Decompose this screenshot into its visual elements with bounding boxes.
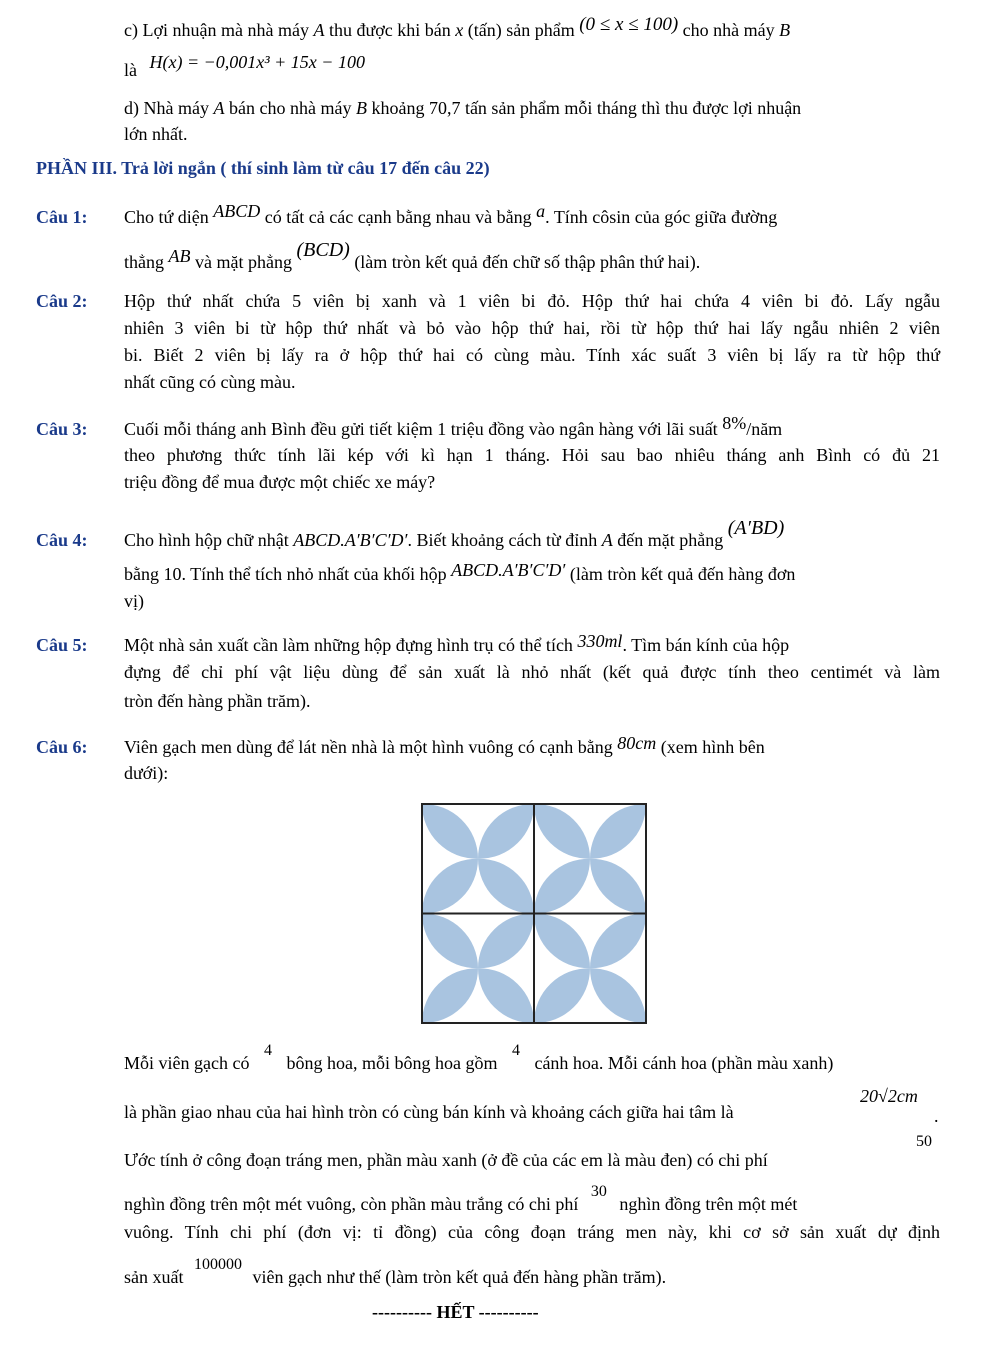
text: viên gạch như thế (làm tròn kết quả đến hàng phần trăm). (252, 1267, 667, 1287)
petal (534, 859, 590, 914)
question-4-line2 (124, 562, 795, 586)
text: (làm tròn kết quả đến chữ số thập phân thứ hai). (354, 252, 701, 272)
math-distance: 20√2cm (860, 1086, 918, 1106)
question-6-para-line3 (124, 1148, 768, 1172)
text: bông hoa, mỗi bông hoa gồm (286, 1053, 498, 1073)
petal (422, 913, 478, 968)
question-3-label: Câu 3: (36, 419, 88, 439)
text: có tất cả các cạnh bằng nhau và bằng (264, 207, 532, 227)
text: (làm tròn kết quả đến hàng đơn (569, 564, 796, 584)
question-2-label: Câu 2: (36, 291, 88, 311)
question-6-label: Câu 6: (36, 737, 88, 757)
math-volume: 330ml (577, 631, 623, 651)
math-A: A (601, 530, 613, 550)
question-5-line3: tròn đến hàng phần trăm). (124, 691, 311, 711)
text: Ước tính ở công đoạn tráng men, phần màu xanh (ở đề của các em là màu đen) có chi phí (124, 1150, 768, 1170)
question-2-line2: nhiên 3 viên bi từ hộp thứ nhất và bỏ vào hộp thứ hai, rồi từ hộp thứ hai lấy ngẫu nhiên 2 viên (124, 318, 940, 338)
text: nghìn đồng trên một mét (619, 1194, 798, 1214)
petal (590, 913, 646, 968)
number-4: 4 (511, 1042, 520, 1059)
text: Mỗi viên gạch có (124, 1053, 250, 1073)
text: . Biết khoảng cách từ đỉnh (407, 530, 598, 550)
question-6-para-line4 (124, 1183, 798, 1218)
section-heading: PHẦN III. Trả lời ngắn ( thí sinh làm từ câu 17 đến câu 22) (36, 158, 490, 178)
text: . Tính côsin của góc giữa đường (545, 207, 778, 227)
text: bán cho nhà máy (228, 98, 352, 118)
text: là phần giao nhau của hai hình tròn có cùng bán kính và khoảng cách giữa hai tâm là (124, 1102, 734, 1122)
question-3-line1 (124, 413, 783, 441)
question-6-para-line6 (124, 1256, 667, 1291)
end-mark: ---------- HẾT ---------- (372, 1302, 539, 1322)
number-4: 4 (263, 1042, 272, 1059)
text: cho nhà máy (682, 20, 775, 40)
math-box: ABCD.A′B′C′D′ (451, 560, 566, 580)
number-100000: 100000 (193, 1256, 242, 1273)
text: (tấn) sản phẩm (467, 20, 575, 40)
question-1-line2 (124, 239, 701, 274)
petal (590, 968, 646, 1023)
tile-figure (421, 803, 647, 1024)
math-box: ABCD.A′B′C′D′ (293, 530, 408, 550)
number-50: 50 (916, 1133, 932, 1150)
text: cánh hoa. Mỗi cánh hoa (phần màu xanh) (534, 1053, 834, 1073)
text: Cuối mỗi tháng anh Bình đều gửi tiết kiệm 1 triệu đồng vào ngân hàng với lãi suất (124, 419, 718, 439)
item-c-line2 (124, 52, 365, 82)
petal (478, 804, 534, 859)
question-3-line3: triệu đồng để mua được một chiếc xe máy? (124, 472, 436, 492)
text: sản xuất (124, 1267, 184, 1287)
question-2-line3: bi. Biết 2 viên bị lấy ra ở hộp thứ hai có cùng màu. Tính xác suất 3 viên bị lấy ra từ hộp thứ (124, 345, 940, 365)
petal (422, 968, 478, 1023)
question-4-line1 (124, 517, 785, 552)
math-B: B (779, 20, 791, 40)
number-30: 30 (590, 1183, 607, 1200)
petal (590, 804, 646, 859)
text: là (124, 60, 137, 80)
math-x: x (455, 20, 464, 40)
petal (534, 804, 590, 859)
text: đến mặt phẳng (617, 530, 724, 550)
math-plane: (A′BD) (727, 517, 785, 539)
question-6-line1 (124, 735, 765, 759)
petal (534, 913, 590, 968)
question-4-label: Câu 4: (36, 530, 88, 550)
text: d) Nhà máy (124, 98, 209, 118)
math-side: 80cm (617, 733, 657, 753)
question-6-para-line1 (124, 1042, 834, 1077)
math-rate: 8% (722, 413, 747, 433)
question-5-line1 (124, 633, 789, 657)
question-6-para-line5: vuông. Tính chi phí (đơn vị: tỉ đồng) của công đoạn tráng men này, khi cơ sở sản xuất dự định (124, 1222, 940, 1242)
petal (422, 804, 478, 859)
question-2-line1: Hộp thứ nhất chứa 5 viên bị xanh và 1 viên bi đỏ. Hộp thứ hai chứa 4 viên bi đỏ. Lấy ngẫu (124, 291, 940, 311)
math-A: A (313, 20, 325, 40)
text: và mặt phẳng (195, 252, 292, 272)
petal (422, 859, 478, 914)
math-a: a (536, 201, 546, 221)
math-range: (0 ≤ x ≤ 100) (579, 14, 679, 35)
petal (534, 968, 590, 1023)
math-B: B (355, 98, 367, 118)
text: bằng 10. Tính thể tích nhỏ nhất của khối hộp (124, 564, 447, 584)
text: khoảng 70,7 tấn sản phẩm mỗi tháng thì thu được lợi nhuận (371, 98, 802, 118)
text: (xem hình bên (660, 737, 765, 757)
math-AB: AB (168, 246, 191, 266)
math-A: A (213, 98, 225, 118)
text: Cho hình hộp chữ nhật (124, 530, 289, 550)
question-5-line2: đựng để chỉ phí vật liệu dùng để sản xuất là nhỏ nhất (kết quả được tính theo centimét và làm (124, 662, 940, 682)
petal (478, 913, 534, 968)
question-1-label: Câu 1: (36, 207, 88, 227)
item-d-line2: lớn nhất. (124, 124, 188, 144)
petal (478, 859, 534, 914)
question-3-line2: theo phương thức tính lãi kép với kì hạn 1 tháng. Hỏi sau bao nhiêu tháng anh Bình có đủ 21 (124, 445, 940, 465)
text: Một nhà sản xuất cần làm những hộp đựng hình trụ có thể tích (124, 635, 573, 655)
text: Cho tứ diện (124, 207, 209, 227)
text: thẳng (124, 252, 164, 272)
text: c) Lợi nhuận mà nhà máy (124, 20, 309, 40)
question-6-para-line2 (124, 1100, 734, 1124)
text: nghìn đồng trên một mét vuông, còn phần màu trắng có chi phí (124, 1194, 579, 1214)
text: . Tìm bán kính của hộp (622, 635, 790, 655)
math-BCD: (BCD) (296, 239, 350, 261)
question-1-line1 (124, 201, 778, 229)
text: Viên gạch men dùng để lát nền nhà là một hình vuông có cạnh bằng (124, 737, 613, 757)
petal (478, 968, 534, 1023)
question-5-label: Câu 5: (36, 635, 88, 655)
item-c-line1 (124, 14, 791, 43)
question-4-line3: vị) (124, 591, 144, 611)
text: /năm (746, 419, 783, 439)
text: thu được khi bán (328, 20, 451, 40)
question-6-line2: dưới): (124, 763, 169, 783)
petal (590, 859, 646, 914)
math-formula: H(x) = −0,001x³ + 15x − 100 (149, 52, 365, 72)
question-2-line4: nhất cũng có cùng màu. (124, 372, 296, 392)
math-ABCD: ABCD (213, 201, 261, 221)
item-d-line1 (124, 96, 801, 120)
period: . (934, 1106, 939, 1126)
